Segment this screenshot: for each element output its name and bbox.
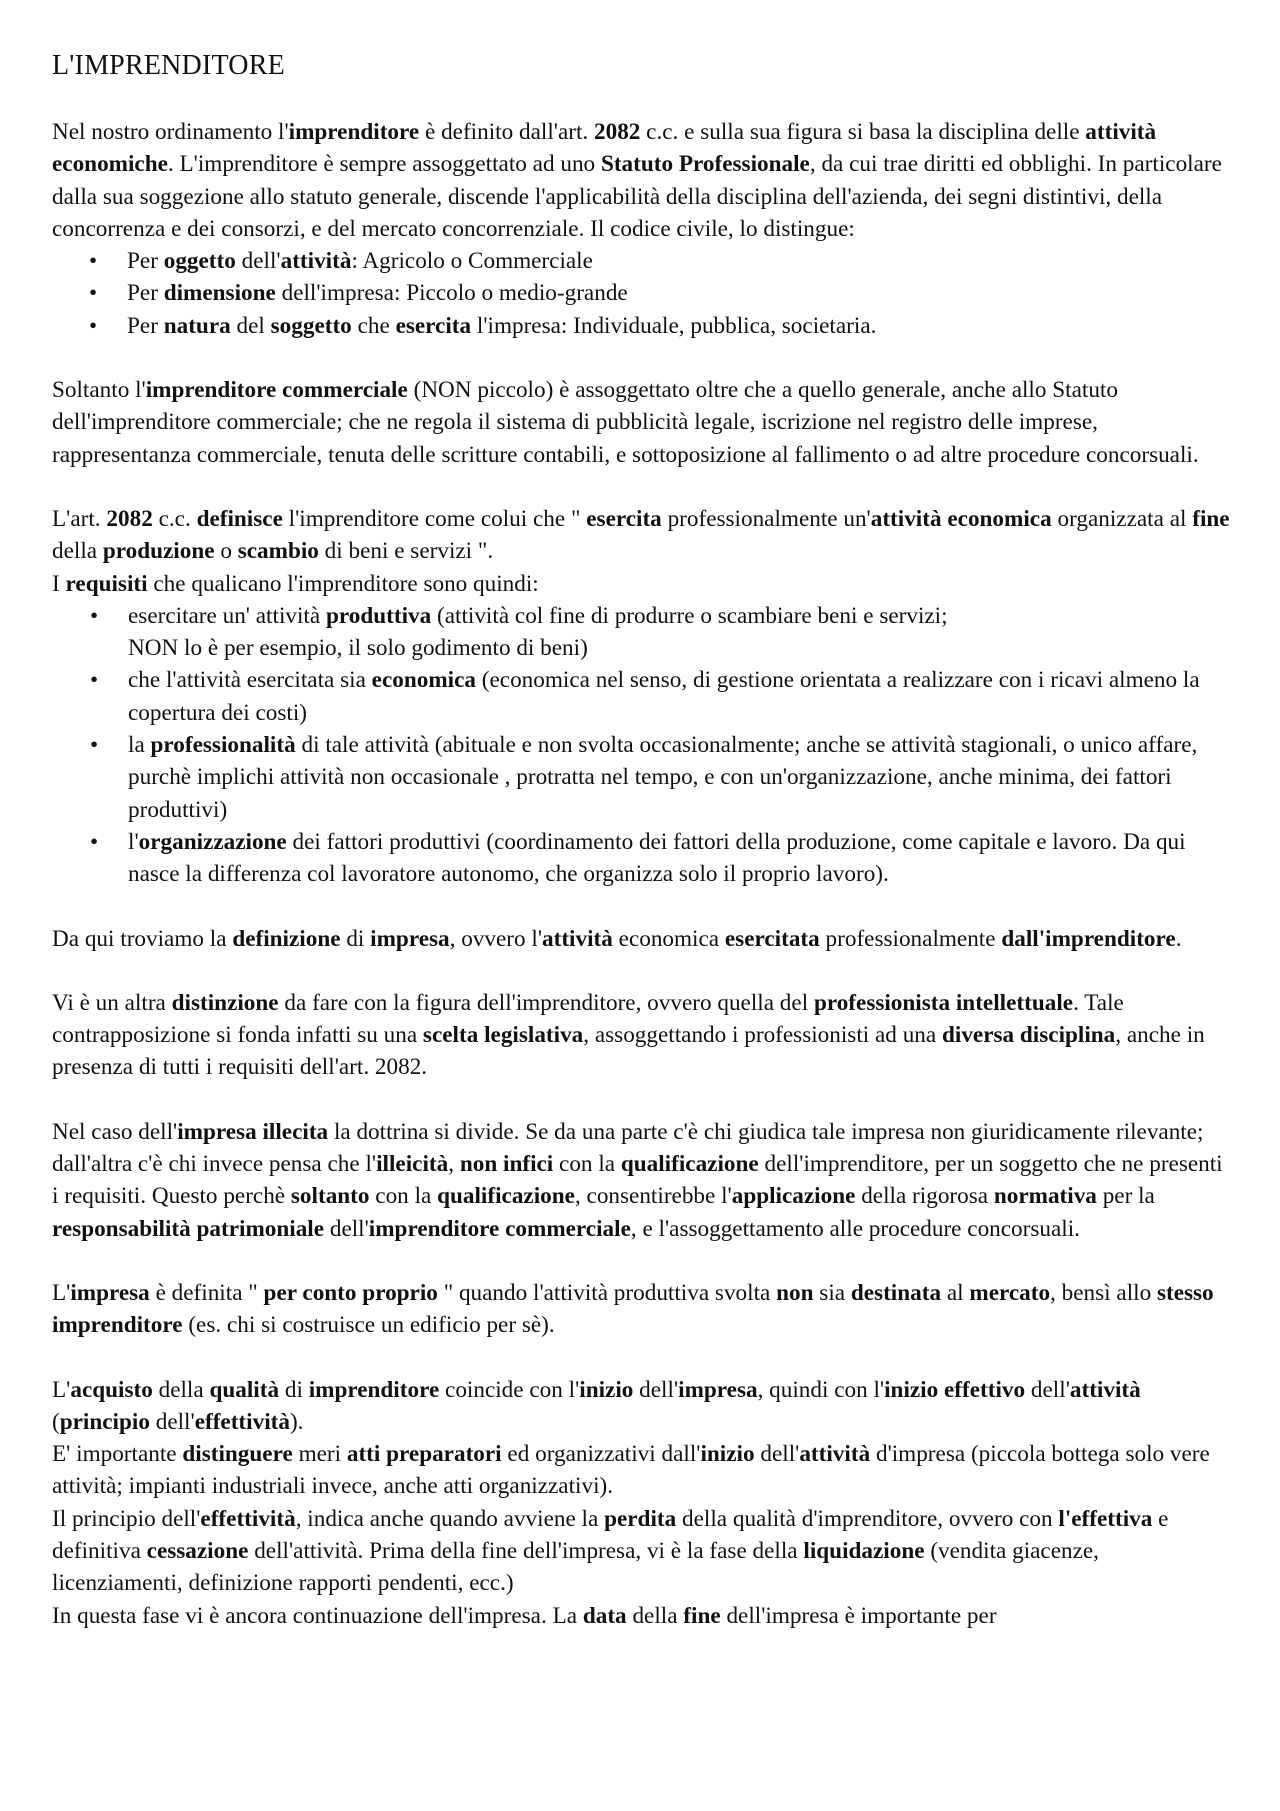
bold-term: scambio (237, 538, 319, 565)
bold-term: l'effettiva (1058, 1505, 1153, 1532)
bold-term: dall'imprenditore (1001, 925, 1176, 952)
bold-term: produttiva (325, 602, 432, 629)
bold-term: cessazione (146, 1537, 249, 1564)
bold-term: attività (280, 248, 352, 275)
bold-term: distinzione (171, 989, 279, 1016)
bold-term: requisiti (65, 570, 148, 597)
bold-term: qualificazione (437, 1183, 575, 1210)
bold-term: fine (1192, 505, 1230, 532)
bold-term: attività (799, 1441, 871, 1468)
bold-term: applicazione (731, 1183, 856, 1210)
bold-term: non (776, 1279, 814, 1306)
bold-term: imprenditore (308, 1376, 440, 1403)
bold-term: diversa disciplina (941, 1022, 1116, 1049)
bold-term: imprenditore commerciale (145, 377, 408, 404)
paragraph-fase: In questa fase vi è ancora continuazione dell'impresa. La data della fine dell'impresa è importante per (52, 1602, 997, 1629)
bold-term: acquisto (70, 1376, 153, 1403)
paragraph-definition: L'art. 2082 c.c. definisce l'imprenditore come colui che " esercita professionalmente un'attività economica organizzata al fine della produzione o scambio di beni e servizi ". (52, 505, 1230, 565)
paragraph-effettivita: Il principio dell'effettività, indica anche quando avviene la perdita della qualità d'imprenditore, ovvero con l'effettiva e definitiva cessazione dell'attività. Prima della fine dell'impresa, vi è la fase della liquidazione (vendita giacenze, licenziamenti, definizione rapporti pendenti, ecc.) (52, 1505, 1169, 1597)
bold-term: normativa (993, 1183, 1097, 1210)
paragraph-requirements-intro: I requisiti che qualicano l'imprenditore sono quindi: (52, 570, 539, 597)
bold-term: imprenditore commerciale (368, 1215, 631, 1242)
bold-term: attività economica (870, 505, 1052, 532)
bold-term: definisce (196, 505, 283, 532)
bold-term: effettività (200, 1505, 296, 1532)
bold-term: professionalità (150, 732, 296, 759)
bold-term: principio (59, 1408, 150, 1435)
page-title: L'IMPRENDITORE (52, 50, 285, 81)
paragraph-atti: E' importante distinguere meri atti preparatori ed organizzativi dall'inizio dell'attività d'impresa (piccola bottega solo vere attività; impianti industriali invece, anche atti organizzativi). (52, 1441, 1210, 1500)
bold-term: inizio effettivo (884, 1376, 1026, 1403)
bold-term: non infici (459, 1151, 554, 1178)
bold-term: mercato (969, 1279, 1051, 1306)
bold-term: produzione (102, 538, 215, 565)
bold-term: organizzazione (138, 828, 287, 855)
bold-term: stesso imprenditore (52, 1279, 1214, 1339)
bold-term: 2082 (594, 119, 641, 145)
bold-term: oggetto (163, 248, 236, 275)
bold-term: impresa (70, 1279, 150, 1306)
bold-term: economica (371, 667, 476, 694)
bold-term: professionista intellettuale (813, 989, 1074, 1016)
paragraph-conto-proprio: L'impresa è definita " per conto proprio " quando l'attività produttiva svolta non sia destinata al mercato, bensì allo stesso imprenditore (es. chi si costruisce un edificio per sè). (52, 1279, 1214, 1339)
bold-term: soggetto (270, 312, 352, 339)
bold-term: liquidazione (803, 1537, 925, 1564)
list-item: • Per natura del soggetto che esercita l'impresa: Individuale, pubblica, societaria. (127, 310, 1232, 342)
bold-term: Statuto Professionale (600, 151, 810, 178)
bold-term: perdita (604, 1505, 677, 1532)
paragraph-professionista: Vi è un altra distinzione da fare con la figura dell'imprenditore, ovvero quella del professionista intellettuale. Tale contrapposizione si fonda infatti su una scelta legislativa, assoggettando i professionisti ad una diversa disciplina, anche in presenza di tutti i requisiti dell'art. 2082. (52, 989, 1205, 1081)
paragraph-intro: Nel nostro ordinamento l'imprenditore è definito dall'art. 2082 c.c. e sulla sua figura si basa la disciplina delle attività economiche. L'imprenditore è sempre assoggettato ad uno Statuto Professionale, da cui trae diritti ed obblighi. In particolare dalla sua soggezione allo statuto generale, discende l'applicabilità della disciplina dell'azienda, dei segni distintivi, della concorrenza e dei consorzi, e del mercato concorrenziale. Il codice civile, lo distingue: (52, 119, 1222, 242)
bold-term: soltanto (290, 1183, 370, 1210)
bold-term: fine (683, 1602, 721, 1629)
bold-term: effettività (194, 1408, 290, 1435)
bold-term: inizio (579, 1376, 634, 1403)
bold-term: 2082 (106, 505, 153, 532)
paragraph-illecita: Nel caso dell'impresa illecita la dottrina si divide. Se da una parte c'è chi giudica tale impresa non giuridicamente rilevante; dall'altra c'è chi invece pensa che l'illeicità, non infici con la qualificazione dell'imprenditore, per un soggetto che ne presenti i requisiti. Questo perchè soltanto con la qualificazione, consentirebbe l'applicazione della rigorosa normativa per la responsabilità patrimoniale dell'imprenditore commerciale, e l'assoggettamento alle procedure concorsuali. (52, 1118, 1223, 1242)
bold-term: attività (1069, 1376, 1141, 1403)
bold-term: qualificazione (620, 1151, 759, 1178)
list-item: • la professionalità di tale attività (abituale e non svolta occasionalmente; anche se attività stagionali, o unico affare, purchè implichi attività non occasionale , protratta nel tempo, e con un'organizzazione, anche minima, dei fattori produttivi) (128, 729, 1232, 826)
bold-term: impresa illecita (177, 1118, 329, 1145)
paragraph-impresa: Da qui troviamo la definizione di impresa, ovvero l'attività economica esercitata professionalmente dall'imprenditore. (52, 925, 1182, 952)
bold-term: esercitata (724, 925, 820, 952)
bold-term: natura (163, 312, 231, 339)
list-item: • esercitare un' attività produttiva (attività col fine di produrre o scambiare beni e servizi; NON lo è per esempio, il solo godimento di beni) (128, 600, 1232, 665)
paragraph-commercial: Soltanto l'imprenditore commerciale (NON piccolo) è assoggettato oltre che a quello generale, anche allo Statuto dell'imprenditore commerciale; che ne regola il sistema di pubblicità legale, iscrizione nel registro delle imprese, rappresentanza commerciale, tenuta delle scritture contabili, e sottoposizione al fallimento o ad altre procedure concorsuali. (52, 377, 1199, 468)
bold-term: impresa (678, 1376, 758, 1403)
list-item: • l'organizzazione dei fattori produttivi (coordinamento dei fattori della produzione, come capitale e lavoro. Da qui nasce la differenza col lavoratore autonomo, che organizza solo il proprio lavoro). (128, 826, 1232, 891)
bold-term: esercita (395, 312, 472, 339)
bold-term: atti preparatori (346, 1441, 502, 1468)
bold-term: inizio (700, 1441, 755, 1468)
bold-term: per conto proprio (263, 1279, 438, 1306)
bold-term: qualità (209, 1376, 280, 1403)
list-distinctions (52, 245, 1232, 342)
bold-term: imprenditore (288, 119, 420, 145)
bold-term: dimensione (163, 280, 276, 307)
bold-term: illeicità (376, 1151, 449, 1178)
bold-term: data (582, 1602, 627, 1629)
list-requirements (52, 600, 1232, 891)
paragraph-acquisto: L'acquisto della qualità di imprenditore coincide con l'inizio dell'impresa, quindi con l'inizio effettivo dell'attività (principio dell'effettività). (52, 1376, 1141, 1435)
bold-term: scelta legislativa (422, 1022, 584, 1049)
bold-term: responsabilità patrimoniale (52, 1215, 325, 1242)
bold-term: definizione (232, 925, 341, 952)
bold-term: impresa (370, 925, 450, 952)
bold-term: distinguere (182, 1441, 293, 1468)
list-item: • Per oggetto dell'attività: Agricolo o Commerciale (127, 245, 1232, 277)
list-item: • Per dimensione dell'impresa: Piccolo o medio-grande (127, 277, 1232, 309)
bold-term: attività economiche (52, 119, 1157, 178)
list-item: • che l'attività esercitata sia economica (economica nel senso, di gestione orientata a realizzare con i ricavi almeno la copertura dei costi) (128, 664, 1232, 729)
bold-term: destinata (850, 1279, 942, 1306)
bold-term: esercita (586, 505, 662, 532)
bold-term: attività (542, 925, 613, 952)
